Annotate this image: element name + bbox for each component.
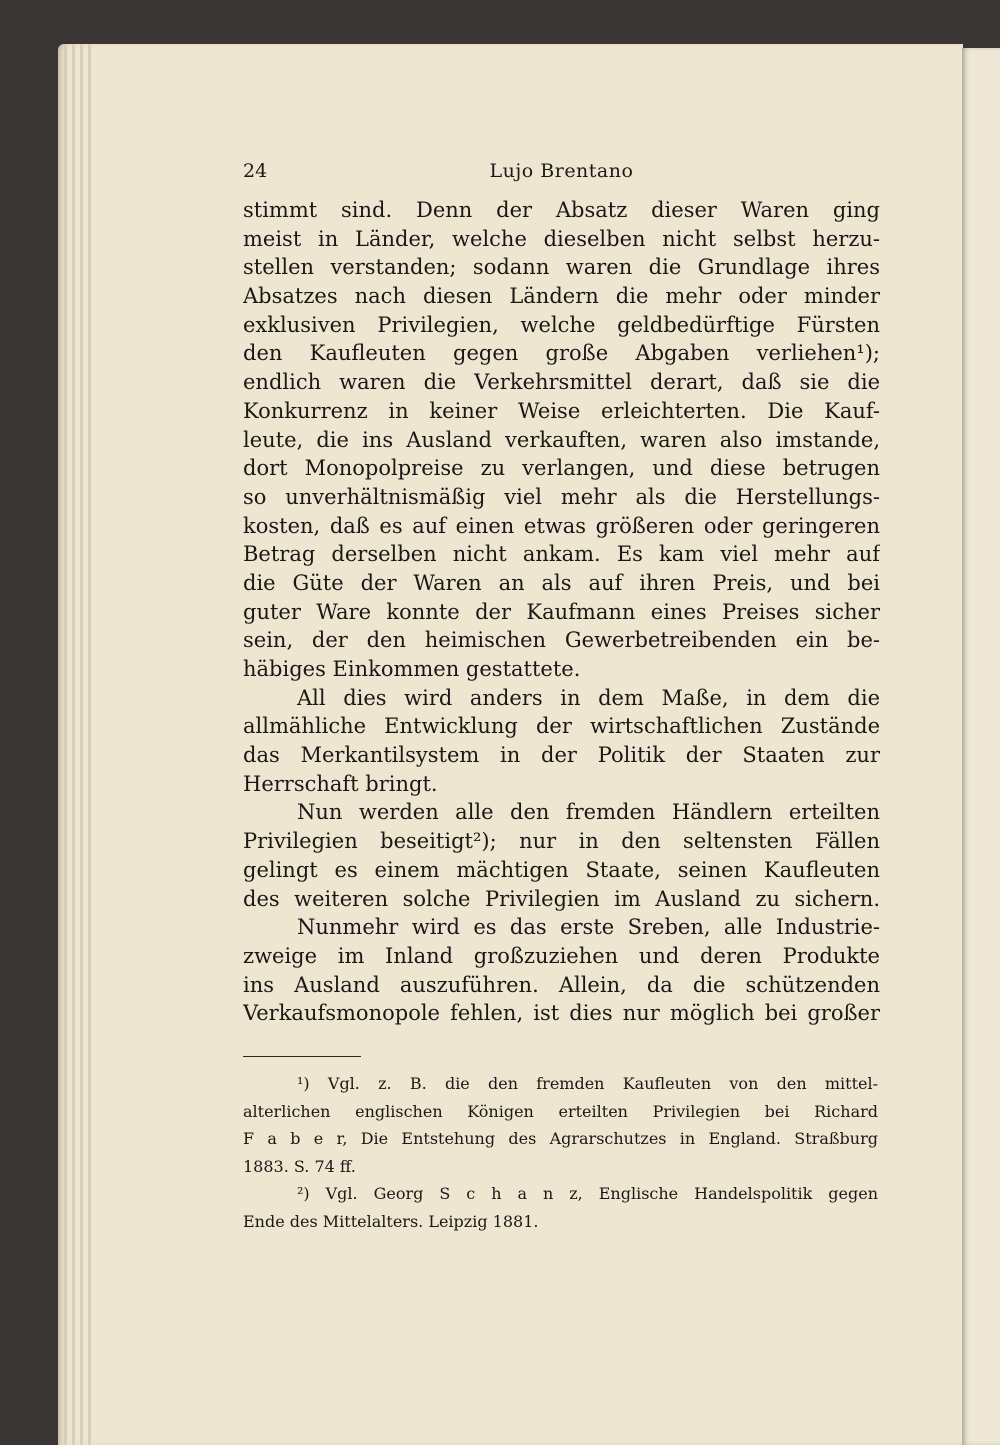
footnote-line: alterlichen englischen Königen erteilten Privilegien bei Richard [243,1101,878,1121]
footnotes [243,1070,878,1236]
page-edge [72,44,75,1445]
running-title: Lujo Brentano [489,160,634,182]
footnote-line: F a b e r, Die Entstehung des Agrarschutzes in England. Straßburg [243,1129,878,1149]
text-line: exklusiven Privilegien, welche geldbedürftige Fürsten [243,312,880,337]
body-text [243,196,880,1028]
page-edge [80,44,83,1445]
text-line: Konkurrenz in keiner Weise erleichterten. Die Kauf- [243,398,880,423]
footnote-line: ¹) Vgl. z. B. die den fremden Kaufleuten von den mittel- [297,1074,878,1093]
text-line: All dies wird anders in dem Maße, in dem die [297,685,880,710]
text-line: stimmt sind. Denn der Absatz dieser Waren ging [243,198,880,222]
text-line: Privilegien beseitigt²); nur in den seltensten Fällen [243,829,880,854]
text-line: Absatzes nach diesen Ländern die mehr oder minder [243,284,880,309]
text-line: das Merkantilsystem in der Politik der Staaten zur [243,743,880,768]
running-header [243,160,880,188]
text-line: Nun werden alle den fremden Händlern erteilten [297,800,880,825]
text-line: endlich waren die Verkehrsmittel derart, daß sie die [243,370,880,395]
text-line: häbiges Einkommen gestattete. [243,657,581,681]
text-line: kosten, daß es auf einen etwas größeren oder geringeren [243,513,880,538]
text-line: allmähliche Entwicklung der wirtschaftlichen Zustände [243,714,880,739]
facing-page-edge [962,48,1000,1445]
text-line: Verkaufsmonopole fehlen, ist dies nur möglich bei großer [243,1001,880,1026]
page-edge [64,44,67,1445]
text-line: meist in Länder, welche dieselben nicht selbst herzu- [243,226,880,251]
footnote-line: 1883. S. 74 ff. [243,1156,356,1176]
text-line: leute, die ins Ausland verkauften, waren also imstande, [243,427,880,452]
text-line: des weiteren solche Privilegien im Ausland zu sichern. [243,886,880,911]
text-line: gelingt es einem mächtigen Staate, seinen Kaufleuten [243,857,880,882]
text-line: den Kaufleuten gegen große Abgaben verliehen¹); [243,341,880,366]
text-line: stellen verstanden; sodann waren die Grundlage ihres [243,255,880,280]
page-edge [88,44,91,1445]
text-line: ins Ausland auszuführen. Allein, da die schützenden [243,972,880,997]
text-line: so unverhältnismäßig viel mehr als die Herstellungs- [243,484,880,509]
page-number: 24 [243,160,268,182]
text-line: Betrag derselben nicht ankam. Es kam viel mehr auf [243,542,880,567]
text-line: Nunmehr wird es das erste Sreben, alle Industrie- [297,915,880,940]
text-line: die Güte der Waren an als auf ihren Preis, und bei [243,570,880,595]
footnote-rule [243,1056,361,1057]
text-line: sein, der den heimischen Gewerbetreibenden ein be- [243,628,880,653]
text-line: Herrschaft bringt. [243,771,438,796]
footnote-line: ²) Vgl. Georg S c h a n z, Englische Handelspolitik gegen [297,1184,878,1204]
text-line: zweige im Inland großzuziehen und deren Produkte [243,943,880,968]
text-line: guter Ware konnte der Kaufmann eines Preises sicher [243,599,880,624]
footnote-line: Ende des Mittelalters. Leipzig 1881. [243,1211,539,1231]
text-line: dort Monopolpreise zu verlangen, und diese betrugen [243,456,880,481]
